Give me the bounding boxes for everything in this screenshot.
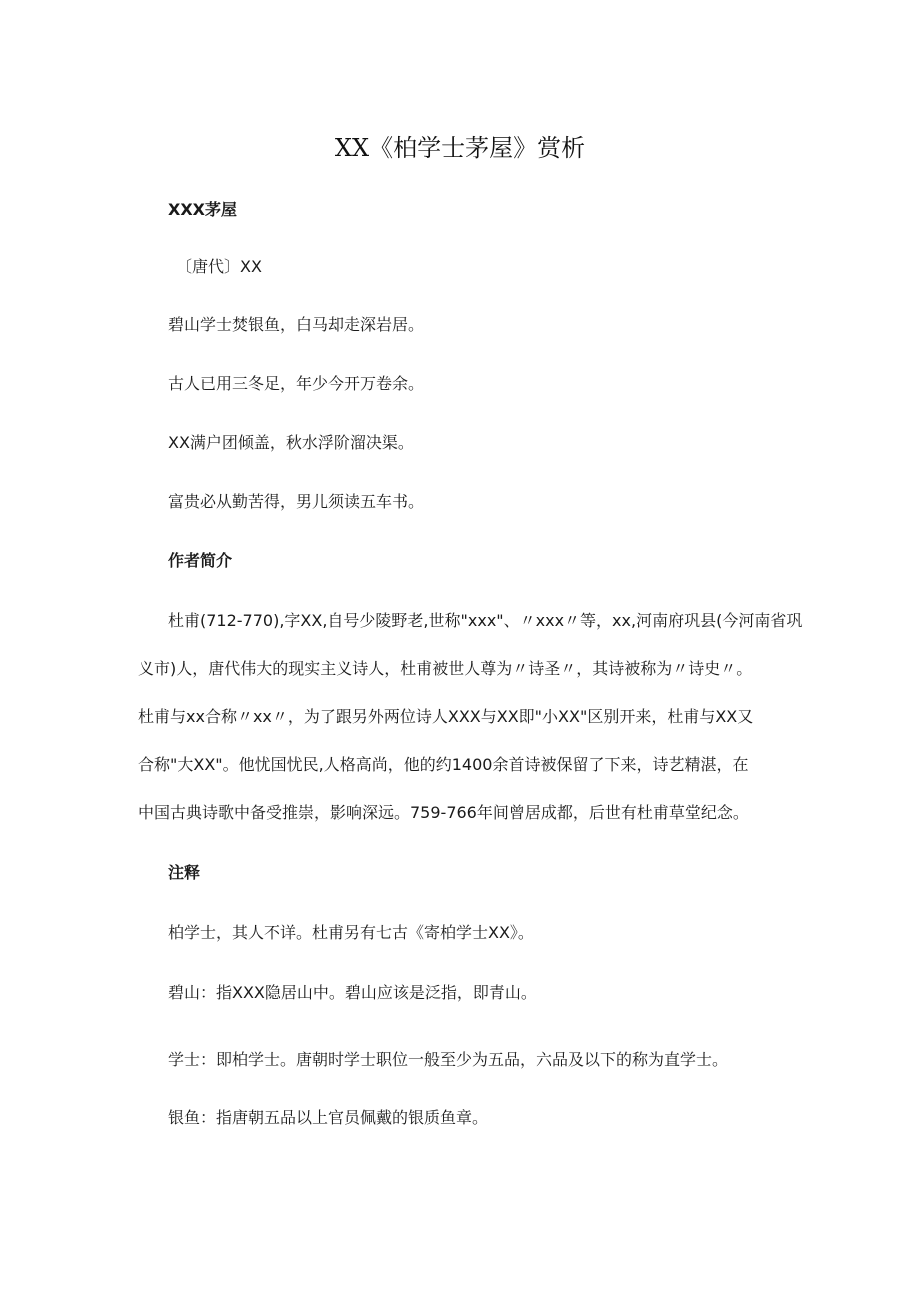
author-heading: 作者简介 — [168, 551, 233, 570]
author-bio-line: 杜甫(712-770),字XX,自号少陵野老,世称"xxx"、〃xxx〃等，xx,河南府巩县(今河南省巩 — [168, 611, 803, 630]
author-bio-line: 义市)人，唐代伟大的现实主义诗人，杜甫被世人尊为〃诗圣〃，其诗被称为〃诗史〃。 — [138, 659, 753, 678]
author-bio-line: 中国古典诗歌中备受推崇，影响深远。759-766年间曾居成都，后世有杜甫草堂纪念。 — [138, 803, 749, 822]
note-item: 柏学士，其人不详。杜甫另有七古《寄柏学士XX》。 — [168, 923, 534, 942]
notes-heading: 注释 — [168, 863, 201, 882]
document-title: XX《柏学士茅屋》赏析 — [334, 134, 586, 162]
poem-line: 碧山学士焚银鱼，白马却走深岩居。 — [168, 315, 425, 334]
poem-byline: 〔唐代〕XX — [176, 257, 262, 276]
poem-line: XX满户团倾盖，秋水浮阶溜决渠。 — [168, 433, 414, 452]
note-item: 银鱼：指唐朝五品以上官员佩戴的银质鱼章。 — [168, 1108, 489, 1127]
note-item: 碧山：指XXX隐居山中。碧山应该是泛指，即青山。 — [168, 983, 537, 1002]
author-bio-line: 杜甫与xx合称〃xx〃，为了跟另外两位诗人XXX与XX即"小XX"区别开来，杜甫与XX又 — [138, 707, 754, 726]
author-bio-line: 合称"大XX"。他忧国忧民,人格高尚，他的约1400余首诗被保留了下来，诗艺精湛，在 — [138, 755, 749, 774]
note-item: 学士：即柏学士。唐朝时学士职位一般至少为五品，六品及以下的称为直学士。 — [168, 1050, 729, 1069]
poem-line: 富贵必从勤苦得，男儿须读五车书。 — [168, 492, 425, 511]
poem-heading: XXX茅屋 — [168, 200, 238, 219]
poem-line: 古人已用三冬足，年少今开万卷余。 — [168, 374, 425, 393]
